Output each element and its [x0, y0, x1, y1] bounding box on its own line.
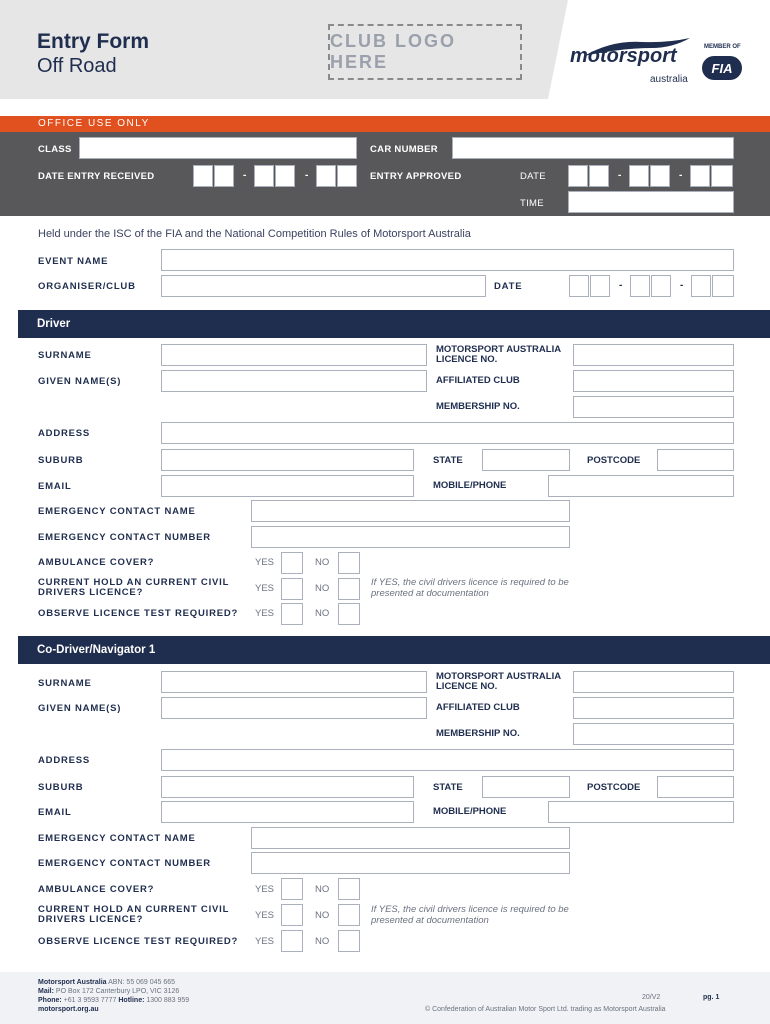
emergency-number-input[interactable]	[251, 852, 570, 874]
licence-input[interactable]	[573, 671, 734, 693]
mobile-label: MOBILE/PHONE	[433, 806, 507, 817]
suburb-input[interactable]	[161, 776, 414, 798]
emergency-number-label: EMERGENCY CONTACT NUMBER	[38, 858, 211, 869]
membership-input[interactable]	[573, 396, 734, 418]
suburb-label: SUBURB	[38, 782, 84, 793]
event-date-day-2[interactable]	[590, 275, 610, 297]
licence-label: MOTORSPORT AUSTRALIA LICENCE NO.	[436, 344, 561, 365]
footer-phone-line	[38, 996, 189, 1005]
approved-time-label: TIME	[520, 198, 544, 209]
member-of-label: MEMBER OF	[704, 44, 741, 50]
office-use-banner	[0, 116, 770, 132]
ambulance-label: AMBULANCE COVER?	[38, 884, 155, 895]
approved-date-day-2[interactable]	[589, 165, 609, 187]
civil-yes-label: YES	[255, 910, 275, 921]
observe-yes-checkbox[interactable]	[281, 930, 303, 952]
organiser-label: ORGANISER/CLUB	[38, 281, 136, 292]
ambulance-no-label: NO	[315, 884, 330, 895]
event-date-day-1[interactable]	[569, 275, 589, 297]
surname-input[interactable]	[161, 344, 427, 366]
date-separator: -	[618, 170, 622, 181]
organiser-input[interactable]	[161, 275, 486, 297]
postcode-input[interactable]	[657, 449, 734, 471]
address-input[interactable]	[161, 749, 734, 771]
postcode-input[interactable]	[657, 776, 734, 798]
approved-date-month-1[interactable]	[629, 165, 649, 187]
footer-mail-label: Mail:	[38, 988, 54, 995]
membership-input[interactable]	[573, 723, 734, 745]
date-separator: -	[305, 170, 309, 181]
ambulance-yes-label: YES	[255, 884, 275, 895]
approved-date-year-2[interactable]	[711, 165, 733, 187]
mobile-input[interactable]	[548, 801, 734, 823]
approved-date-label: DATE	[520, 171, 546, 182]
postcode-label: POSTCODE	[587, 455, 641, 466]
date-received-year-1[interactable]	[316, 165, 336, 187]
ambulance-yes-checkbox[interactable]	[281, 552, 303, 574]
page-subtitle: Off Road	[37, 55, 117, 77]
event-name-label: EVENT NAME	[38, 256, 109, 267]
event-date-label: DATE	[494, 281, 523, 292]
section-header-driver	[18, 310, 770, 338]
page-title: Entry Form	[37, 30, 150, 53]
state-input[interactable]	[482, 776, 570, 798]
footer-org: Motorsport Australia	[38, 979, 107, 986]
affiliated-club-label: AFFILIATED CLUB	[436, 702, 520, 713]
date-received-day-1[interactable]	[193, 165, 213, 187]
ambulance-yes-checkbox[interactable]	[281, 878, 303, 900]
approved-date-month-2[interactable]	[650, 165, 670, 187]
membership-label: MEMBERSHIP NO.	[436, 728, 520, 739]
ambulance-yes-label: YES	[255, 557, 275, 568]
civil-licence-note: If YES, the civil drivers licence is required to be presented at documentation	[371, 904, 569, 926]
emergency-name-input[interactable]	[251, 500, 570, 522]
observe-label: OBSERVE LICENCE TEST REQUIRED?	[38, 608, 239, 619]
emergency-number-input[interactable]	[251, 526, 570, 548]
car-number-label: CAR NUMBER	[370, 144, 438, 155]
footer-mail-line	[38, 987, 179, 996]
email-input[interactable]	[161, 475, 414, 497]
affiliated-club-input[interactable]	[573, 697, 734, 719]
footer-mail: PO Box 172 Canterbury LPO, VIC 3126	[53, 988, 180, 995]
footer-hotline-label: Hotline:	[118, 997, 145, 1004]
civil-licence-note: If YES, the civil drivers licence is required to be presented at documentation	[371, 577, 569, 599]
licence-input[interactable]	[573, 344, 734, 366]
club-logo-placeholder: CLUB LOGO HERE	[328, 24, 522, 80]
intro-text: Held under the ISC of the FIA and the National Competition Rules of Motorsport Australia	[38, 228, 471, 240]
class-input[interactable]	[79, 137, 357, 159]
motorsport-logo-sub: australia	[650, 74, 688, 85]
emergency-name-input[interactable]	[251, 827, 570, 849]
observe-yes-checkbox[interactable]	[281, 603, 303, 625]
affiliated-club-input[interactable]	[573, 370, 734, 392]
date-received-label: DATE ENTRY RECEIVED	[38, 171, 155, 182]
given-name-input[interactable]	[161, 697, 427, 719]
footer-phone-label: Phone:	[38, 997, 62, 1004]
emergency-name-label: EMERGENCY CONTACT NAME	[38, 833, 196, 844]
event-date-month-2[interactable]	[651, 275, 671, 297]
footer-phone: +61 3 9593 7777	[61, 997, 119, 1004]
given-name-input[interactable]	[161, 370, 427, 392]
given-name-label: GIVEN NAME(S)	[38, 703, 122, 714]
event-date-year-1[interactable]	[691, 275, 711, 297]
address-label: ADDRESS	[38, 428, 91, 439]
date-received-month-2[interactable]	[275, 165, 295, 187]
address-input[interactable]	[161, 422, 734, 444]
postcode-label: POSTCODE	[587, 782, 641, 793]
approved-time-input[interactable]	[568, 191, 734, 213]
civil-no-label: NO	[315, 910, 330, 921]
class-label: CLASS	[38, 144, 72, 155]
email-label: EMAIL	[38, 807, 72, 818]
observe-no-label: NO	[315, 608, 330, 619]
observe-yes-label: YES	[255, 936, 275, 947]
footer-abn: ABN: 55 069 045 665	[106, 979, 176, 986]
civil-no-label: NO	[315, 583, 330, 594]
date-separator: -	[619, 280, 623, 291]
footer-org-line	[38, 978, 175, 987]
surname-input[interactable]	[161, 671, 427, 693]
email-input[interactable]	[161, 801, 414, 823]
observe-no-label: NO	[315, 936, 330, 947]
suburb-input[interactable]	[161, 449, 414, 471]
date-separator: -	[679, 170, 683, 181]
footer-copyright: © Confederation of Australian Motor Sport Ltd. trading as Motorsport Australia	[425, 1006, 666, 1013]
licence-label: MOTORSPORT AUSTRALIA LICENCE NO.	[436, 671, 561, 692]
civil-yes-checkbox[interactable]	[281, 578, 303, 600]
section-title: Co-Driver/Navigator 1	[37, 644, 156, 656]
footer-web-line	[38, 1005, 99, 1014]
observe-yes-label: YES	[255, 608, 275, 619]
observe-no-checkbox[interactable]	[338, 603, 360, 625]
civil-licence-label: CURRENT HOLD AN CURRENT CIVIL DRIVERS LICENCE?	[38, 577, 230, 598]
event-date-year-2[interactable]	[712, 275, 734, 297]
suburb-label: SUBURB	[38, 455, 84, 466]
civil-licence-label: CURRENT HOLD AN CURRENT CIVIL DRIVERS LICENCE?	[38, 904, 230, 925]
ambulance-no-checkbox[interactable]	[338, 552, 360, 574]
civil-yes-checkbox[interactable]	[281, 904, 303, 926]
footer-page-number: pg. 1	[703, 994, 720, 1001]
given-name-label: GIVEN NAME(S)	[38, 376, 122, 387]
address-label: ADDRESS	[38, 755, 91, 766]
footer-hotline: 1300 883 959	[144, 997, 190, 1004]
mobile-label: MOBILE/PHONE	[433, 480, 507, 491]
civil-no-checkbox[interactable]	[338, 578, 360, 600]
footer-web-link[interactable]: motorsport.org.au	[38, 1006, 99, 1013]
footer-version: 20/V2	[642, 994, 661, 1001]
date-received-day-2[interactable]	[214, 165, 234, 187]
observe-no-checkbox[interactable]	[338, 930, 360, 952]
entry-approved-label: ENTRY APPROVED	[370, 171, 462, 182]
section-header-co-driver	[18, 636, 770, 664]
date-separator: -	[243, 170, 247, 181]
state-label: STATE	[433, 455, 463, 466]
state-label: STATE	[433, 782, 463, 793]
motorsport-logo: motorsport	[570, 45, 677, 67]
approved-date-year-1[interactable]	[690, 165, 710, 187]
ambulance-no-checkbox[interactable]	[338, 878, 360, 900]
emergency-name-label: EMERGENCY CONTACT NAME	[38, 506, 196, 517]
state-input[interactable]	[482, 449, 570, 471]
office-use-heading: OFFICE USE ONLY	[38, 118, 150, 129]
event-name-input[interactable]	[161, 249, 734, 271]
approved-date-day-1[interactable]	[568, 165, 588, 187]
ambulance-label: AMBULANCE COVER?	[38, 557, 155, 568]
civil-no-checkbox[interactable]	[338, 904, 360, 926]
section-title: Driver	[37, 318, 71, 330]
mobile-input[interactable]	[548, 475, 734, 497]
surname-label: SURNAME	[38, 350, 92, 361]
ambulance-no-label: NO	[315, 557, 330, 568]
date-separator: -	[680, 280, 684, 291]
event-date-month-1[interactable]	[630, 275, 650, 297]
observe-label: OBSERVE LICENCE TEST REQUIRED?	[38, 936, 239, 947]
date-received-year-2[interactable]	[337, 165, 357, 187]
membership-label: MEMBERSHIP NO.	[436, 401, 520, 412]
civil-yes-label: YES	[255, 583, 275, 594]
fia-logo: FIA	[702, 56, 742, 80]
date-received-month-1[interactable]	[254, 165, 274, 187]
email-label: EMAIL	[38, 481, 72, 492]
emergency-number-label: EMERGENCY CONTACT NUMBER	[38, 532, 211, 543]
surname-label: SURNAME	[38, 678, 92, 689]
affiliated-club-label: AFFILIATED CLUB	[436, 375, 520, 386]
car-number-input[interactable]	[452, 137, 734, 159]
